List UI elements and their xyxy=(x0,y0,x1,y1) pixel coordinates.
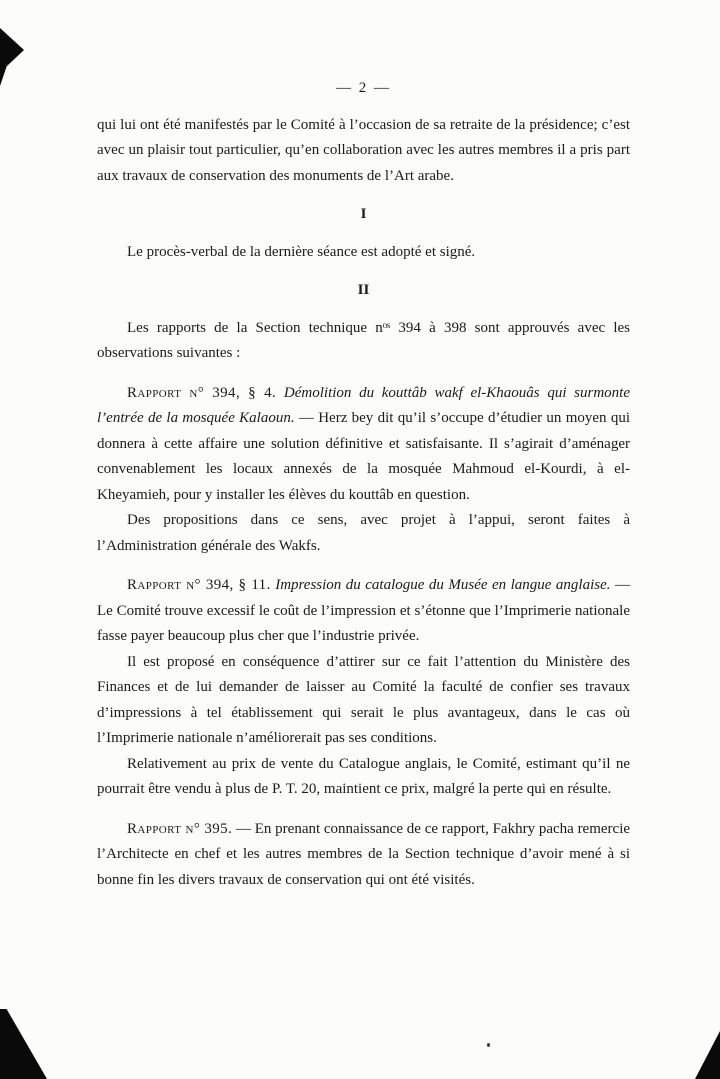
rapport-394-4-body: — Herz bey dit qu’il s’occupe d’étudier un moyen qui donnera à cette affaire une solution définitive et satisfaisante. Il s’agirait d’aménager convenablement les locaux annexés de la mosquée Mahmoud el-Kourdi, à el-Kheyamieh, pour y installer les élèves du kouttâb en question. xyxy=(97,410,631,503)
rapport-395-body: — En prenant connaissance de ce rapport, Fakhry pacha remercie l’Architecte en chef et les autres membres de la Section technique d’avoir mené à si bonne fin les divers travaux de conservation qui ont été visités. xyxy=(97,820,631,888)
rapport-394-11-title: Impression du catalogue du Musée en langue anglaise. xyxy=(275,577,611,593)
scan-artifact-bottom-right xyxy=(695,1031,720,1079)
section-heading-1: I xyxy=(360,206,367,222)
rapport-394-4-label: Rapport n° 394, § 4. xyxy=(127,384,277,401)
paragraph-rapport-394-11-followup-2: Relativement au prix de vente du Catalogue anglais, le Comité, estimant qu’il ne pourrait être vendu à plus de P. T. 20, maintient ce prix, malgré la perte qui en résulte. xyxy=(97,755,630,797)
page-content xyxy=(97,76,630,893)
rapport-394-11-body: — Le Comité trouve excessif le coût de l’impression et s’étonne que l’Imprimerie nationale fasse payer beaucoup plus cher que l’industrie privée. xyxy=(97,577,630,644)
scan-speck xyxy=(487,1043,490,1047)
paragraph-rapport-394-11 xyxy=(97,573,630,650)
paragraph-proces-verbal: Le procès-verbal de la dernière séance est adopté et signé. xyxy=(127,243,476,260)
paragraph-rapports-intro: Les rapports de la Section technique nᵒˢ 394 à 398 sont approuvés avec les observations suivantes : xyxy=(97,319,630,361)
rapport-394-4-title: Démolition du kouttâb wakf el-Khaouâs qui surmonte l’entrée de la mosquée Kalaoun. xyxy=(97,384,631,426)
page-number: — 2 — xyxy=(336,80,391,96)
scan-artifact-bottom-left xyxy=(0,1009,47,1079)
rapport-395-label: Rapport n° 395. xyxy=(127,820,233,837)
paragraph-continuation: qui lui ont été manifestés par le Comité à l’occasion de sa retraite de la présidence; c’est avec un plaisir tout particulier, qu’en collaboration avec les autres membres il a pris part aux travaux de conservation des monuments de l’Art arabe. xyxy=(97,116,630,184)
paragraph-rapport-395 xyxy=(97,817,630,894)
rapport-394-11-label: Rapport n° 394, § 11. xyxy=(127,577,271,593)
paragraph-rapport-394-4 xyxy=(97,381,630,509)
scan-artifact-top-left xyxy=(0,28,24,86)
paragraph-rapport-394-11-followup-1: Il est proposé en conséquence d’attirer sur ce fait l’attention du Ministère des Finances et de lui demander de laisser au Comité la faculté de confier ses travaux d’impressions à tel établissement qui serait le plus avantageux, dans le cas où l’Imprimerie nationale n’améliorerait pas ses conditions. xyxy=(97,653,630,746)
paragraph-rapport-394-4-followup: Des propositions dans ce sens, avec projet à l’appui, seront faites à l’Administration générale des Wakfs. xyxy=(97,512,630,554)
section-heading-2: II xyxy=(357,282,370,298)
